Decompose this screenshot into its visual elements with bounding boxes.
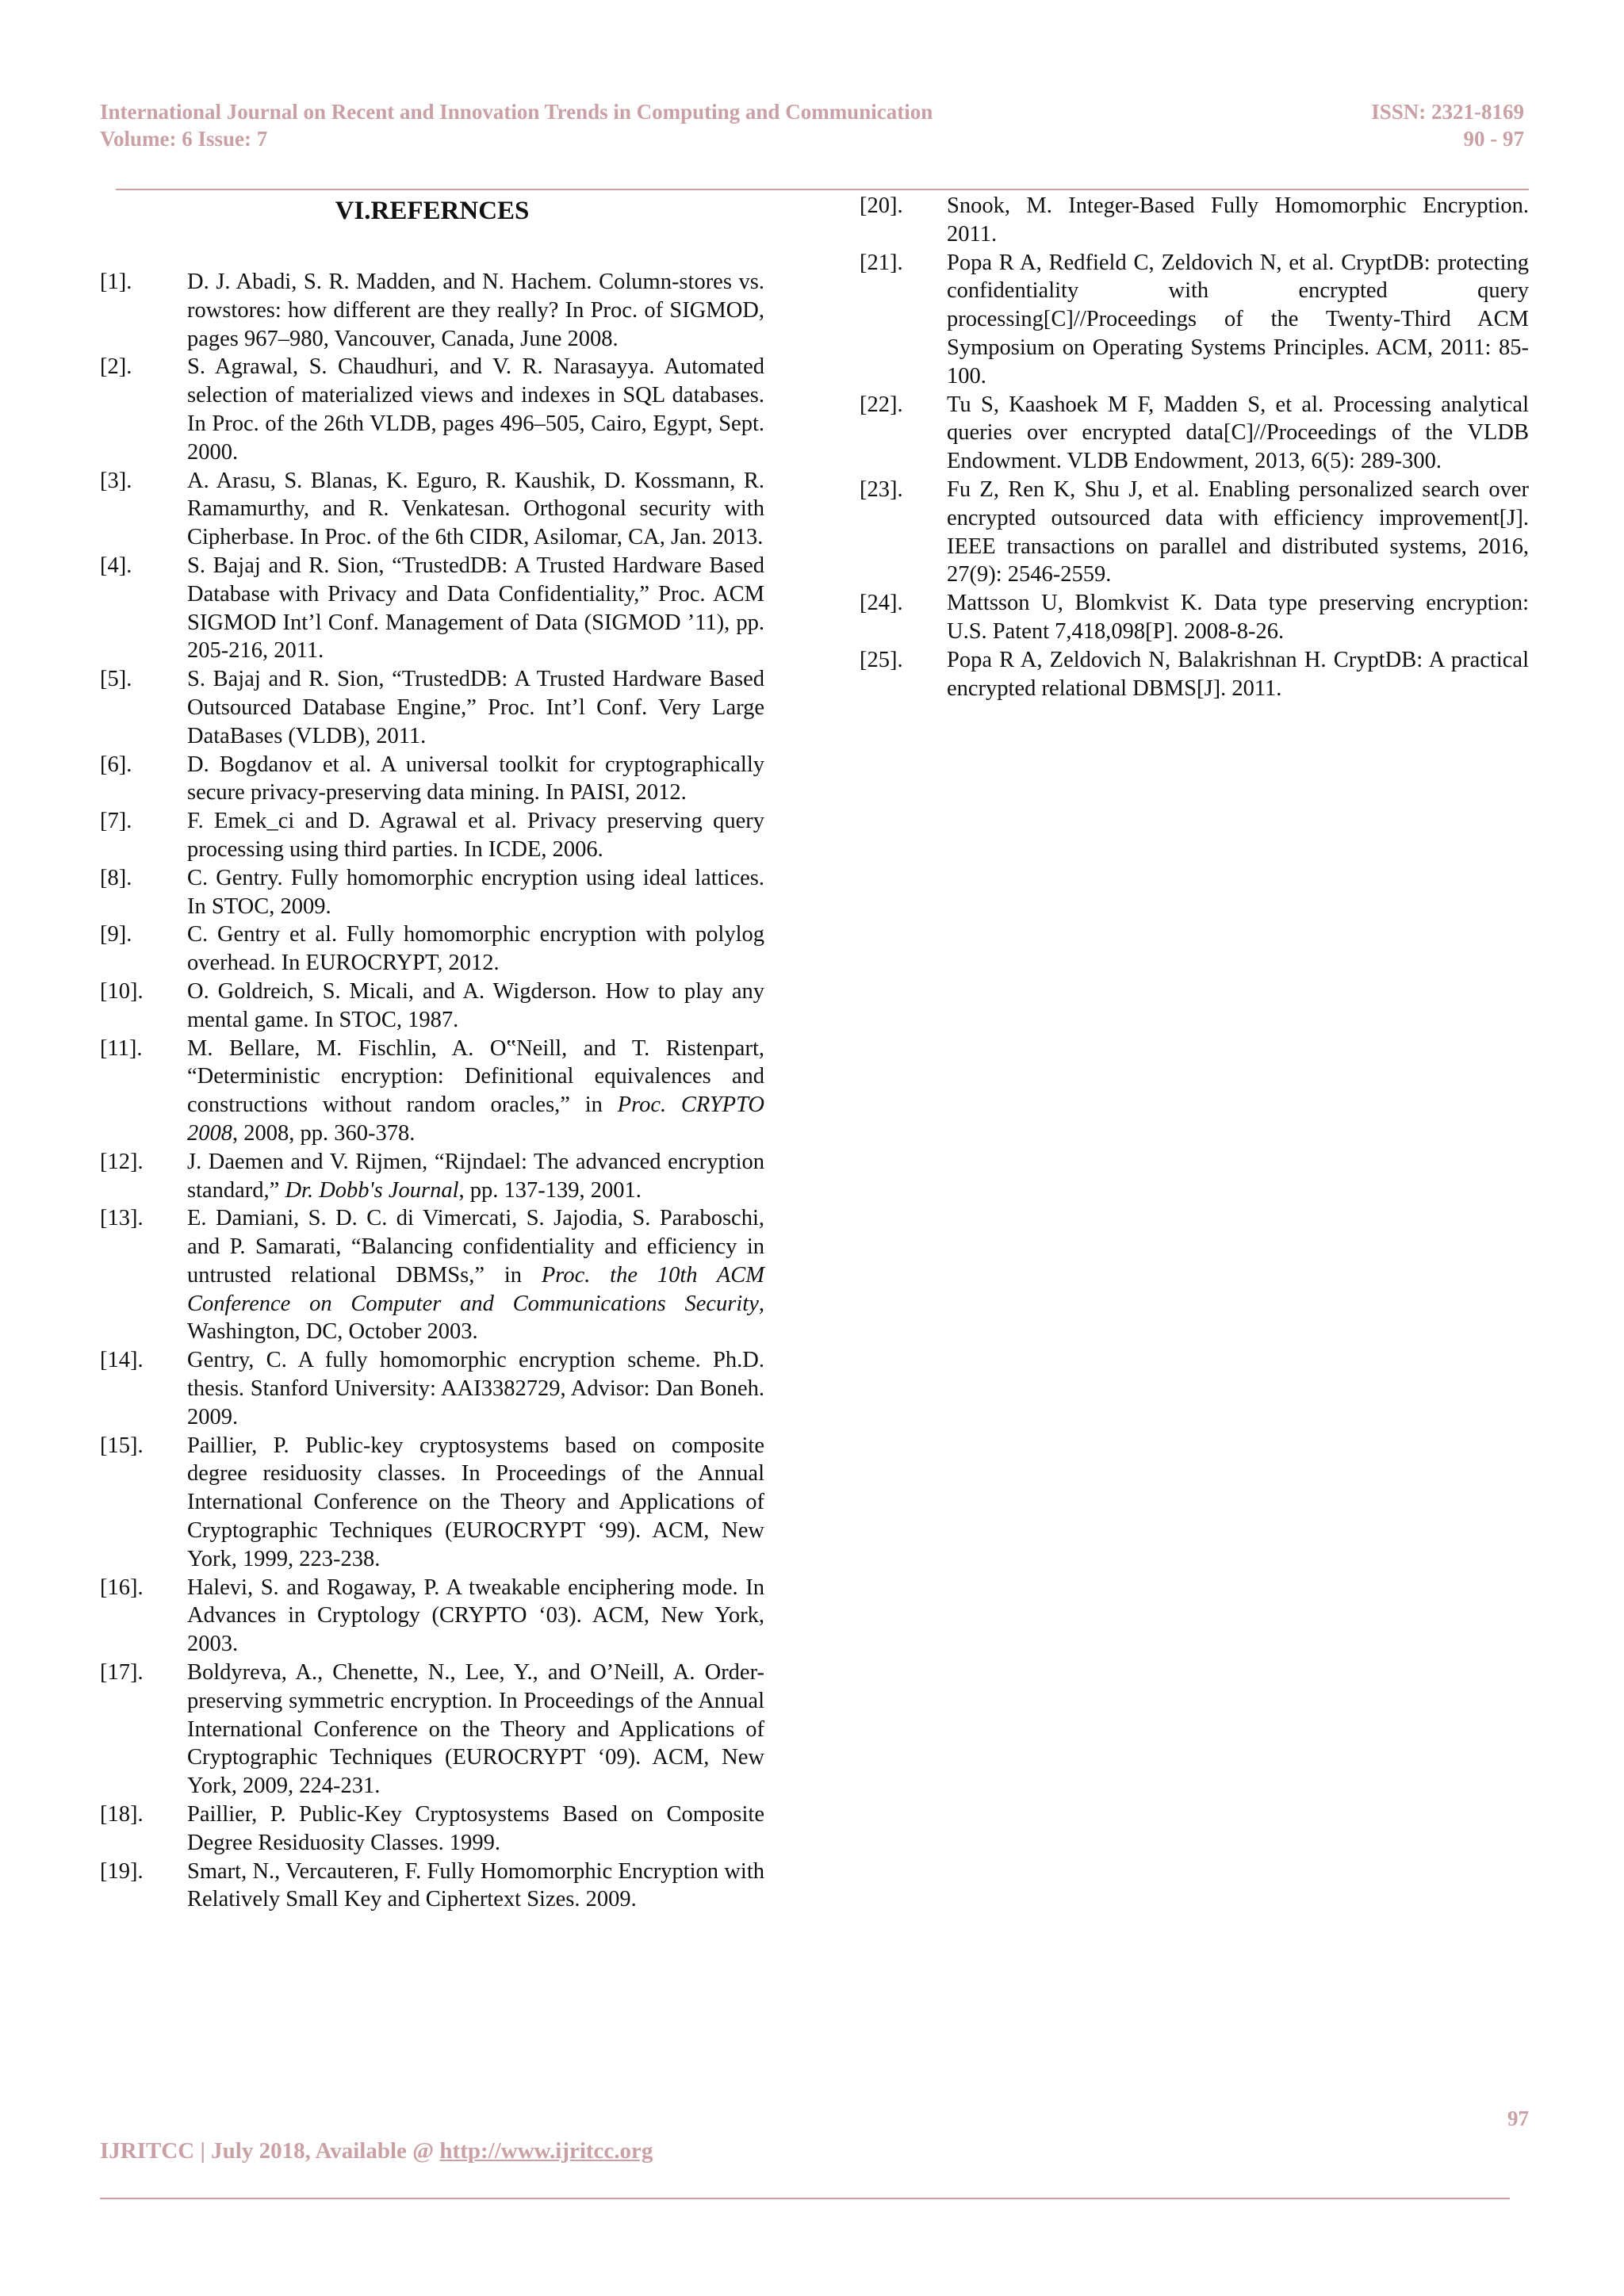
- reference-italic-segment: Proc. CRYPTO 2008: [187, 1093, 764, 1146]
- reference-item: [860, 646, 1529, 703]
- references-column-left: [100, 192, 764, 1914]
- reference-italic-segment: Proc. the 10th ACM Conference on Computer and Communications Security: [187, 1262, 764, 1316]
- reference-number: [14].: [100, 1348, 144, 1373]
- reference-segment: Paillier, P. Public-key cryptosystems based on composite degree residuosity classes. In Proceedings of the Annual International Conference on the Theory and Applications of Cryptographic Techniques (EUROCRYPT ‘99). ACM, New York, 1999, 223-238.: [187, 1433, 764, 1571]
- reference-number: [13].: [100, 1206, 144, 1231]
- reference-text: [187, 978, 764, 1035]
- reference-text: [187, 1346, 764, 1431]
- reference-number: [1].: [100, 270, 132, 294]
- reference-text: [947, 589, 1529, 646]
- reference-text: [947, 249, 1529, 391]
- reference-segment: S. Bajaj and R. Sion, “TrustedDB: A Trusted Hardware Based Database with Privacy and Data Confidentiality,” Proc. ACM SIGMOD Int’l Conf. Management of Data (SIGMOD ’11), pp. 205-216, 2011.: [187, 553, 764, 664]
- footer-divider: [100, 2198, 1510, 2199]
- reference-segment: F. Emek_ci and D. Agrawal et al. Privacy preserving query processing using third parties. In ICDE, 2006.: [187, 809, 764, 862]
- reference-segment: Tu S, Kaashoek M F, Madden S, et al. Processing analytical queries over encrypted data[C]//Proceedings of the VLDB Endowment. VLDB Endowment, 2013, 6(5): 289-300.: [947, 392, 1529, 474]
- reference-item: [100, 1858, 764, 1915]
- reference-text: [947, 646, 1529, 703]
- reference-item: [100, 1432, 764, 1574]
- reference-text: [187, 552, 764, 665]
- reference-item: [100, 751, 764, 808]
- reference-number: [11].: [100, 1035, 143, 1061]
- reference-text: [187, 1858, 764, 1915]
- reference-segment: Mattsson U, Blomkvist K. Data type preserving encryption: U.S. Patent 7,418,098[P]. 2008-8-26.: [947, 591, 1529, 644]
- reference-number: [15].: [100, 1433, 144, 1458]
- references-column-right: [860, 192, 1529, 702]
- reference-item: [100, 807, 764, 864]
- reference-item: [100, 978, 764, 1035]
- reference-number: [7].: [100, 809, 132, 834]
- reference-segment: A. Arasu, S. Blanas, K. Eguro, R. Kaushik, D. Kossmann, R. Ramamurthy, and R. Venkatesan. Orthogonal security with Cipherbase. In Proc. of the 6th CIDR, Asilomar, CA, Jan. 2013.: [187, 468, 764, 550]
- journal-title: International Journal on Recent and Innovation Trends in Computing and Communication: [100, 100, 933, 124]
- reference-text: [187, 1148, 764, 1205]
- reference-segment: J. Daemen and V. Rijmen, “Rijndael: The advanced encryption standard,”: [187, 1149, 764, 1203]
- reference-item: [100, 665, 764, 750]
- reference-item: [860, 192, 1529, 249]
- reference-text: [187, 467, 764, 552]
- reference-segment: C. Gentry. Fully homomorphic encryption using ideal lattices. In STOC, 2009.: [187, 865, 764, 919]
- reference-number: [2].: [100, 354, 132, 380]
- reference-item: [100, 1204, 764, 1346]
- reference-item: [100, 1800, 764, 1858]
- reference-item: [100, 268, 764, 353]
- reference-number: [21].: [860, 250, 903, 275]
- reference-number: [5].: [100, 667, 132, 692]
- footer-text: IJRITCC | July 2018, Available @: [100, 2138, 440, 2164]
- reference-number: [23].: [860, 476, 903, 502]
- reference-text: [187, 864, 764, 921]
- reference-number: [8].: [100, 865, 132, 890]
- reference-item: [100, 353, 764, 466]
- reference-text: [187, 920, 764, 978]
- reference-text: [187, 1035, 764, 1148]
- reference-segment: E. Damiani, S. D. C. di Vimercati, S. Jajodia, S. Paraboschi, and P. Samarati, “Balancing confidentiality and efficiency in untrusted relational DBMSs,” in: [187, 1206, 764, 1288]
- reference-number: [24].: [860, 591, 903, 616]
- reference-segment: Popa R A, Zeldovich N, Balakrishnan H. CryptDB: A practical encrypted relational DBMS[J]. 2011.: [947, 647, 1529, 701]
- page-number: 97: [1507, 2107, 1529, 2130]
- section-title: VI.REFERNCES: [335, 197, 530, 225]
- reference-text: [187, 751, 764, 808]
- reference-segment: Smart, N., Vercauteren, F. Fully Homomorphic Encryption with Relatively Small Key and Ciphertext Sizes. 2009.: [187, 1858, 764, 1912]
- reference-item: [100, 1346, 764, 1431]
- reference-text: [187, 1800, 764, 1858]
- reference-item: [100, 920, 764, 978]
- reference-text: [187, 1659, 764, 1800]
- reference-number: [18].: [100, 1802, 144, 1827]
- reference-segment: Halevi, S. and Rogaway, P. A tweakable enciphering mode. In Advances in Cryptology (CRYPTO ‘03). ACM, New York, 2003.: [187, 1575, 764, 1657]
- reference-text: [187, 353, 764, 466]
- reference-number: [16].: [100, 1575, 144, 1600]
- reference-segment: D. J. Abadi, S. R. Madden, and N. Hachem. Column-stores vs. rowstores: how different are they really? In Proc. of SIGMOD, pages 967–980, Vancouver, Canada, June 2008.: [187, 270, 764, 351]
- reference-number: [17].: [100, 1660, 144, 1686]
- reference-item: [100, 1574, 764, 1659]
- reference-segment: O. Goldreich, S. Micali, and A. Wigderson. How to play any mental game. In STOC, 1987.: [187, 978, 764, 1032]
- reference-segment: , 2008, pp. 360-378.: [232, 1120, 416, 1146]
- reference-text: [187, 807, 764, 864]
- reference-list-left: [100, 268, 764, 1914]
- reference-item: [100, 864, 764, 921]
- reference-text: [947, 192, 1529, 249]
- reference-italic-segment: Dr. Dobb's Journal: [285, 1177, 459, 1203]
- reference-segment: Paillier, P. Public-Key Cryptosystems Based on Composite Degree Residuosity Classes. 1999.: [187, 1802, 764, 1855]
- reference-segment: Gentry, C. A fully homomorphic encryption scheme. Ph.D. thesis. Stanford University: AAI3382729, Advisor: Dan Boneh. 2009.: [187, 1348, 764, 1429]
- reference-item: [100, 1035, 764, 1148]
- reference-item: [100, 467, 764, 552]
- footer-link[interactable]: http://www.ijritcc.org: [439, 2138, 653, 2164]
- reference-segment: S. Bajaj and R. Sion, “TrustedDB: A Trusted Hardware Based Outsourced Database Engine,” Proc. Int’l Conf. Very Large DataBases (VLDB), 2011.: [187, 667, 764, 748]
- reference-segment: Popa R A, Redfield C, Zeldovich N, et al. CryptDB: protecting confidentiality with encrypted query processing[C]//Proceedings of the Twenty-Third ACM Symposium on Operating Systems Principles. ACM, 2011: 85-100.: [947, 250, 1529, 388]
- reference-number: [22].: [860, 392, 903, 417]
- reference-number: [20].: [860, 193, 903, 218]
- reference-segment: Boldyreva, A., Chenette, N., Lee, Y., and O’Neill, A. Order-preserving symmetric encryption. In Proceedings of the Annual International Conference on the Theory and Applications of Cryptographic Techniques (EUROCRYPT ‘09). ACM, New York, 2009, 224-231.: [187, 1660, 764, 1799]
- reference-item: [860, 589, 1529, 646]
- reference-list-right: [860, 192, 1529, 702]
- reference-number: [9].: [100, 922, 132, 947]
- journal-volume: Volume: 6 Issue: 7: [100, 127, 268, 151]
- reference-text: [947, 476, 1529, 589]
- reference-text: [187, 1204, 764, 1346]
- reference-text: [947, 391, 1529, 476]
- journal-header: [100, 98, 1210, 152]
- reference-text: [187, 665, 764, 750]
- footer: [100, 2138, 653, 2164]
- reference-segment: S. Agrawal, S. Chaudhuri, and V. R. Narasayya. Automated selection of materialized views and indexes in SQL databases. In Proc. of the 26th VLDB, pages 496–505, Cairo, Egypt, Sept. 2000.: [187, 354, 764, 465]
- reference-text: [187, 1432, 764, 1574]
- issn-header: [1191, 98, 1524, 152]
- reference-segment: D. Bogdanov et al. A universal toolkit for cryptographically secure privacy-preserving data mining. In PAISI, 2012.: [187, 752, 764, 806]
- reference-number: [25].: [860, 647, 903, 672]
- issn: ISSN: 2321-8169: [1371, 100, 1524, 124]
- reference-text: [187, 268, 764, 353]
- reference-item: [100, 1659, 764, 1800]
- reference-number: [6].: [100, 752, 132, 777]
- reference-item: [860, 249, 1529, 391]
- reference-item: [100, 552, 764, 665]
- reference-segment: , pp. 137-139, 2001.: [458, 1177, 642, 1203]
- reference-text: [187, 1574, 764, 1659]
- reference-item: [860, 476, 1529, 589]
- reference-segment: Snook, M. Integer-Based Fully Homomorphic Encryption. 2011.: [947, 193, 1529, 247]
- reference-segment: M. Bellare, M. Fischlin, A. O‟Neill, and T. Ristenpart, “Deterministic encryption: Definitional equivalences and constructions without random oracles,” in: [187, 1035, 764, 1118]
- reference-number: [10].: [100, 978, 144, 1004]
- header-divider: [116, 189, 1529, 190]
- reference-number: [19].: [100, 1858, 144, 1884]
- reference-segment: , Washington, DC, October 2003.: [187, 1291, 764, 1345]
- reference-segment: C. Gentry et al. Fully homomorphic encryption with polylog overhead. In EUROCRYPT, 2012.: [187, 922, 764, 976]
- reference-number: [3].: [100, 468, 132, 493]
- page-range: 90 - 97: [1463, 127, 1524, 151]
- reference-number: [4].: [100, 553, 132, 578]
- reference-number: [12].: [100, 1149, 144, 1174]
- reference-item: [100, 1148, 764, 1205]
- reference-item: [860, 391, 1529, 476]
- reference-segment: Fu Z, Ren K, Shu J, et al. Enabling personalized search over encrypted outsourced data with efficiency improvement[J]. IEEE transactions on parallel and distributed systems, 2016, 27(9): 2546-2559.: [947, 476, 1529, 587]
